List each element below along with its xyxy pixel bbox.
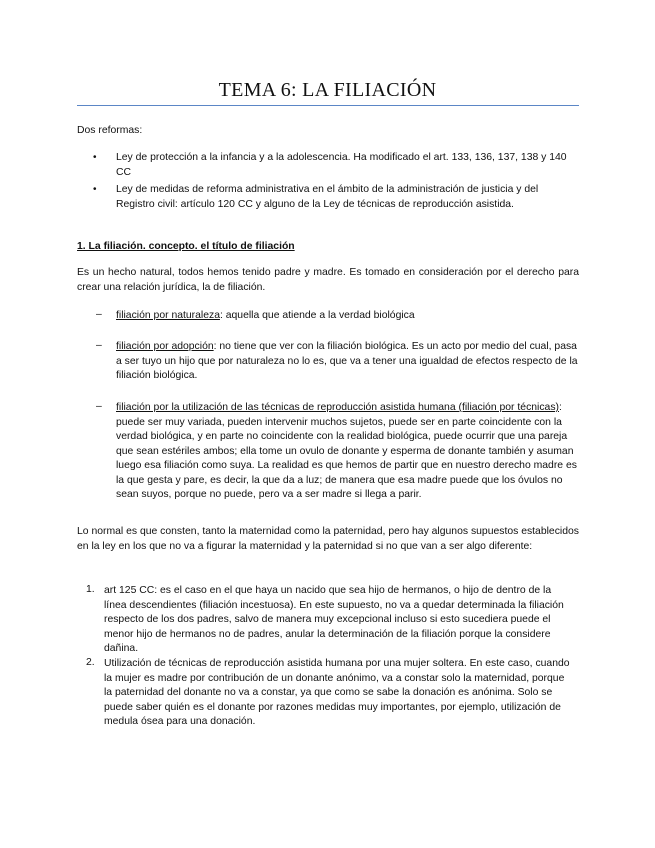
page-title: TEMA 6: LA FILIACIÓN (218, 79, 437, 101)
bullet-marker: • (93, 184, 97, 195)
dash-marker: – (96, 340, 102, 351)
dash-item (116, 309, 579, 324)
dash-item (116, 340, 579, 384)
numbered-item: art 125 CC: es el caso en el que haya un nacido que sea hijo de hermanos, o hijo de dentro de la línea descendientes (filiación incestuosa). En este supuesto, no va a quedar determinada la filiación respecto de los dos padres, salvo de manera muy excepcional incluso si esto sucediera puede el menor hijo de hermanos no de padres, anular la determinación de la filiación porque la considere dañina. (104, 585, 564, 654)
dash-marker: – (96, 401, 102, 412)
dash-item-term: filiación por adopción (116, 341, 214, 352)
section-heading: 1. La filiación. concepto. el título de filiación (77, 241, 295, 252)
section-paragraph: Es un hecho natural, todos hemos tenido padre y madre. Es tomado en consideración por el derecho para crear una relación jurídica, la de filiación. (77, 267, 579, 293)
title-divider (77, 105, 579, 106)
bullet-marker: • (93, 152, 97, 163)
body-paragraph: Lo normal es que consten, tanto la maternidad como la paternidad, pero hay algunos supuestos establecidos en la ley en los que no va a figurar la maternidad y la paternidad si no que van a ser algo diferente: (77, 526, 579, 552)
dash-marker: – (96, 309, 102, 320)
list-number: 2. (86, 657, 95, 668)
dash-item-term: filiación por la utilización de las técnicas de reproducción asistida humana (filiación por técnicas) (116, 402, 559, 413)
dash-item (116, 401, 579, 503)
dash-item-text: : puede ser muy variada, pueden intervenir muchos sujetos, puede ser en parte coincidente con la verdad biológica, y en parte no coincidente con la realidad biológica, puede ocurrir que una pareja que sean estériles ambos; ella tome un ovulo de donante y esperma de donante también y asuman luego esa filiación como suya. La realidad es que hemos de partir que en nuestro derecho madre es la que gesta y pare, es decir, la que da a luz; de manera que esa madre puede que los óvulos no sean suyos, porque no puede, pero va a ser madre si llega a parir. (116, 402, 577, 500)
intro-text: Dos reformas: (77, 125, 143, 136)
bullet-item: Ley de medidas de reforma administrativa en el ámbito de la administración de justicia y del Registro civil: artículo 120 CC y alguno de la Ley de técnicas de reproducción asistida. (116, 184, 539, 210)
list-number: 1. (86, 584, 95, 595)
dash-item-text: : aquella que atiende a la verdad biológica (219, 310, 415, 321)
dash-item-term: filiación por naturaleza (116, 310, 220, 321)
numbered-item: Utilización de técnicas de reproducción asistida humana por una mujer soltera. En este caso, cuando la mujer es madre por contribución de un donante anónimo, va a constar solo la maternidad, porque la paternidad del donante no va a constar, ya que como se sabe la donación es anónima. Solo se puede saber quién es el donante por razones medidas muy importantes, por ejemplo, utilización de medula ósea para una donación. (104, 658, 570, 727)
dash-item-text: : no tiene que ver con la filiación biológica. Es un acto por medio del cual, pasa a ser tuyo un hijo que por naturaleza no lo es, que va a tener una igualdad de efectos respecto de la filiación biológica. (116, 341, 578, 381)
bullet-item: Ley de protección a la infancia y a la adolescencia. Ha modificado el art. 133, 136, 137, 138 y 140 CC (116, 152, 567, 178)
